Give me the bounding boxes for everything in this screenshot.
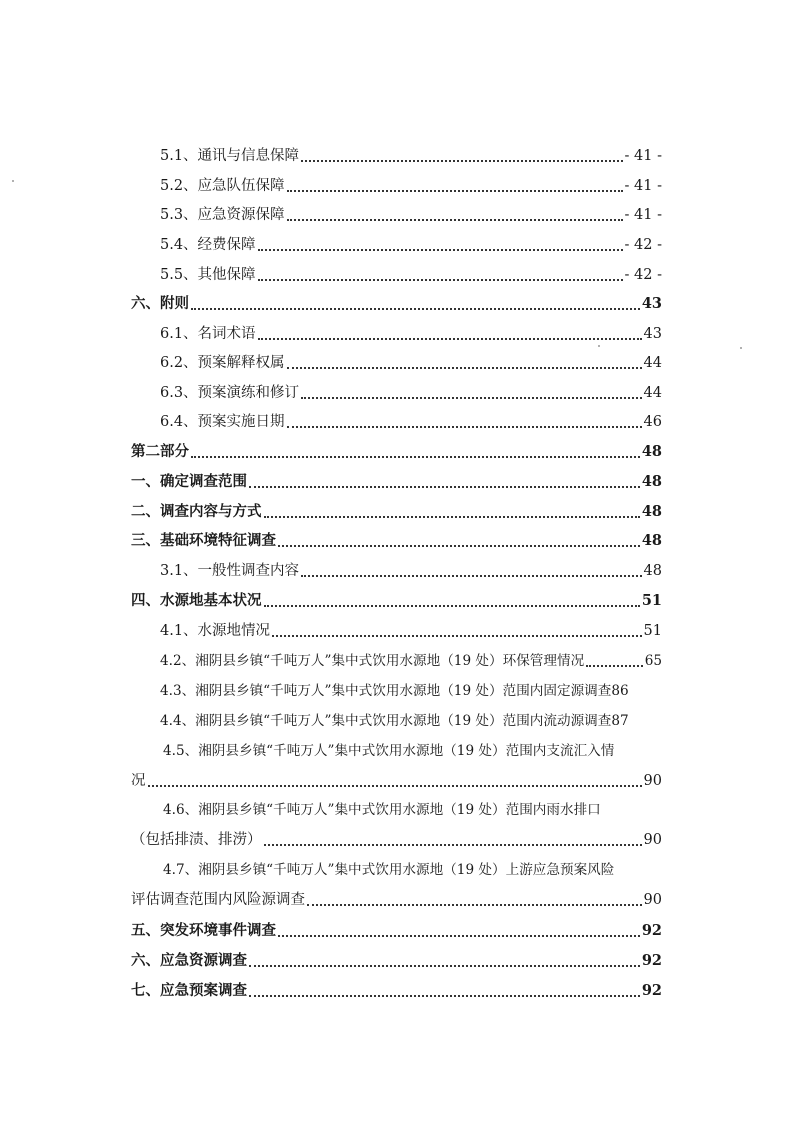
dot-leader [301,397,641,399]
toc-entry-page: 48 [641,443,662,460]
dot-leader [258,249,623,251]
toc-entry-page: 92 [641,982,662,999]
dot-leader [148,785,642,787]
toc-entry-page: 48 [641,503,662,520]
toc-entry-page: 65 [644,653,662,669]
dot-leader [278,935,640,937]
toc-entry-title: 二、调查内容与方式 [131,503,262,520]
toc-entry-page: 87 [611,713,629,729]
toc-entry-page: 46 [643,414,662,430]
dot-leader [272,635,641,637]
toc-entry-page: 43 [641,295,662,312]
toc-entry-page: 43 [643,326,662,342]
toc-entry-3-1[interactable] [160,562,662,580]
toc-entry-page: 92 [641,952,662,969]
toc-entry-title: 一、确定调查范围 [131,473,247,490]
toc-entry-page: 48 [641,473,662,490]
dot-leader [264,844,642,846]
toc-entry-title: 5.4、经费保障 [160,237,256,253]
dot-leader [249,965,640,967]
toc-entry-page: - 42 - [624,237,662,253]
toc-entry-title: 五、突发环境事件调查 [131,922,276,939]
toc-entry-page: 86 [611,683,629,699]
toc-entry-title: 6.2、预案解释权属 [160,355,285,371]
toc-chapter-7[interactable] [131,982,662,1000]
toc-entry-5-2[interactable] [160,177,662,195]
toc-entry-4-6-line2[interactable] [131,831,662,849]
toc-entry-title: 六、附则 [131,295,189,312]
dot-leader [287,426,642,428]
toc-entry-5-1[interactable] [160,147,662,165]
toc-entry-title: 6.1、名词术语 [160,326,256,342]
toc-entry-title: 三、基础环境特征调查 [131,532,276,549]
dot-leader [287,219,623,221]
toc-chapter-4[interactable] [131,592,662,610]
toc-part-2[interactable] [131,443,662,461]
toc-entry-title: 6.3、预案演练和修订 [160,385,300,401]
toc-entry-page: 51 [643,623,662,639]
scan-speck [740,347,742,349]
dot-leader [264,516,640,518]
toc-entry-4-3[interactable] [160,682,662,700]
dot-leader [258,279,623,281]
toc-entry-page: 51 [641,592,662,609]
dot-leader [301,575,641,577]
toc-entry-title: 四、水源地基本状况 [131,592,262,609]
toc-entry-title: 5.2、应急队伍保障 [160,178,285,194]
scan-speck [12,180,14,182]
toc-chapter-2[interactable] [131,503,662,521]
toc-entry-4-6-line1[interactable]: 4.6、湘阴县乡镇“千吨万人”集中式饮用水源地（19 处）范围内雨水排口 [163,802,601,818]
toc-entry-page: 90 [643,892,662,908]
toc-entry-page: - 41 - [624,148,662,164]
toc-entry-5-3[interactable] [160,206,662,224]
scan-speck [598,345,600,347]
toc-entry-page: - 41 - [624,207,662,223]
toc-chapter-3[interactable] [131,532,662,550]
toc-entry-6-2[interactable] [160,354,662,372]
toc-entry-page: 44 [643,355,662,371]
dot-leader [191,308,640,310]
toc-entry-4-2[interactable] [160,652,662,670]
dot-leader [264,605,640,607]
toc-entry-4-7-line2[interactable] [131,891,662,909]
toc-chapter-5[interactable] [131,922,662,940]
toc-entry-6-1[interactable] [160,325,662,343]
dot-leader [586,665,643,667]
toc-entry-title: 评估调查范围内风险源调查 [131,892,305,908]
toc-entry-page: 90 [643,773,662,789]
dot-leader [191,456,640,458]
toc-entry-page: - 41 - [624,178,662,194]
toc-entry-title: 4.2、湘阴县乡镇“千吨万人”集中式饮用水源地（19 处）环保管理情况 [160,653,585,669]
toc-entry-title: 第二部分 [131,443,189,460]
toc-entry-title: 6.4、预案实施日期 [160,414,285,430]
toc-entry-title: 5.3、应急资源保障 [160,207,285,223]
dot-leader [287,367,642,369]
toc-entry-title: 七、应急预案调查 [131,982,247,999]
toc-entry-title: （包括排渍、排涝） [131,832,262,848]
toc-entry-page: 90 [643,832,662,848]
dot-leader [287,190,623,192]
toc-entry-page: 44 [643,385,662,401]
toc-entry-4-5-line2[interactable] [131,772,662,790]
toc-entry-title: 3.1、一般性调查内容 [160,563,300,579]
toc-entry-title: 4.3、湘阴县乡镇“千吨万人”集中式饮用水源地（19 处）范围内固定源调查 [160,683,612,699]
toc-entry-title: 4.1、水源地情况 [160,623,271,639]
toc-entry-title: 六、应急资源调查 [131,952,247,969]
toc-entry-4-1[interactable] [160,622,662,640]
toc-entry-title: 况 [131,773,146,789]
toc-chapter-6[interactable] [131,952,662,970]
toc-entry-5-5[interactable] [160,266,662,284]
dot-leader [249,486,640,488]
toc-entry-title: 4.4、湘阴县乡镇“千吨万人”集中式饮用水源地（19 处）范围内流动源调查 [160,713,612,729]
toc-chapter-1[interactable] [131,473,662,491]
dot-leader [278,545,640,547]
dot-leader [301,160,622,162]
toc-entry-6-4[interactable] [160,413,662,431]
toc-entry-title: 5.1、通讯与信息保障 [160,148,300,164]
toc-entry-4-7-line1[interactable]: 4.7、湘阴县乡镇“千吨万人”集中式饮用水源地（19 处）上游应急预案风险 [163,862,615,878]
dot-leader [258,338,642,340]
dot-leader [307,904,642,906]
toc-entry-page: - 42 - [624,267,662,283]
toc-entry-4-4[interactable] [160,712,662,730]
toc-entry-6-3[interactable] [160,384,662,402]
toc-entry-5-4[interactable] [160,236,662,254]
toc-section-6[interactable] [131,295,662,313]
toc-entry-page: 48 [643,563,662,579]
toc-entry-4-5-line1[interactable]: 4.5、湘阴县乡镇“千吨万人”集中式饮用水源地（19 处）范围内支流汇入情 [163,743,615,759]
toc-entry-page: 92 [641,922,662,939]
toc-entry-title: 5.5、其他保障 [160,267,256,283]
dot-leader [249,995,640,997]
toc-entry-page: 48 [641,532,662,549]
